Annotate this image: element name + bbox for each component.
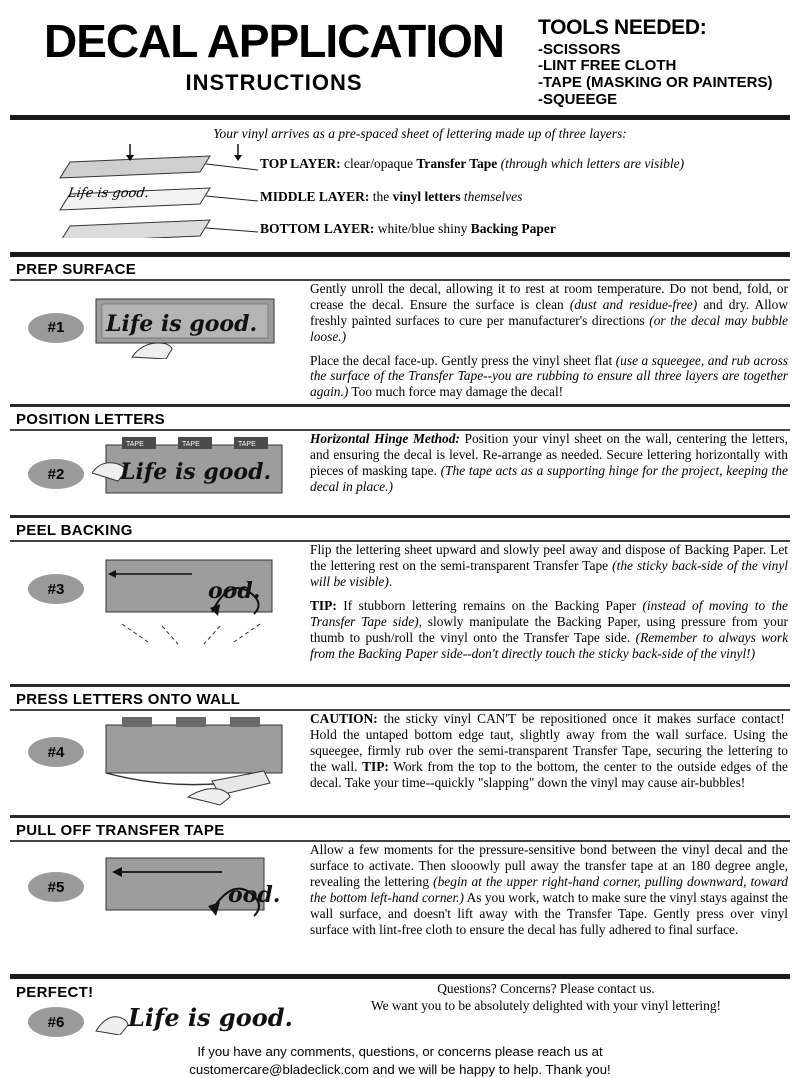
- svg-text:TAPE: TAPE: [238, 441, 256, 449]
- step-6-badge: #6: [28, 1007, 84, 1037]
- step-3: [10, 518, 790, 684]
- footer-questions-line-1: Questions? Concerns? Please contact us.: [437, 981, 655, 997]
- svg-text:TAPE: TAPE: [126, 441, 144, 449]
- layer-line-bottom: [260, 221, 556, 237]
- step-4-illustration: [10, 711, 302, 815]
- tools-needed-title: TOOLS NEEDED:: [538, 16, 707, 39]
- layer-text-bold: Transfer Tape: [416, 155, 498, 171]
- footer-contact: [10, 1041, 790, 1077]
- step-2-art-text: Life is good.: [120, 459, 272, 486]
- step-1-title: PREP SURFACE: [16, 260, 137, 278]
- step-2: [10, 407, 790, 515]
- layer-label: MIDDLE LAYER:: [260, 188, 370, 204]
- step-3-illustration: [10, 542, 302, 684]
- step-5-title: PULL OFF TRANSFER TAPE: [16, 822, 225, 840]
- step-3-paragraph: TIP: If stubborn lettering remains on the Backing Paper (instead of moving to the Transfer Tape side), slowly manipulate the Backing Paper, using pressure from your thumb to push/roll the vinyl onto the Transfer Tape side. (Remember to always work from the Backing Paper side--don't directly touch the sticky back-side of the vinyl!): [310, 598, 789, 662]
- layers-script-sample: Life is good.: [66, 185, 150, 201]
- step-2-title: POSITION LETTERS: [16, 411, 165, 429]
- layer-label: BOTTOM LAYER:: [260, 220, 375, 236]
- tool-item: -SCISSORS: [538, 40, 621, 58]
- step-3-badge: #3: [28, 574, 84, 604]
- footer-questions: [302, 981, 790, 1015]
- layer-text-pre: the: [369, 188, 393, 204]
- layer-text-italic: themselves: [460, 188, 523, 204]
- step-5-text: [302, 842, 790, 968]
- layer-text-bold: vinyl letters: [392, 188, 461, 204]
- peel-backing-icon: [92, 546, 292, 676]
- step-4-art: [92, 713, 292, 818]
- step-3-text: [302, 542, 790, 684]
- step-5: [10, 818, 790, 968]
- step-3-art: [92, 546, 292, 681]
- layer-line-middle: [260, 189, 522, 205]
- tools-needed-list: [538, 42, 790, 109]
- tools-needed-block: [538, 14, 790, 109]
- layer-text-pre: clear/opaque: [340, 155, 417, 171]
- footer-questions-line-2: We want you to be absolutely delighted with your vinyl lettering!: [371, 998, 721, 1014]
- step-5-badge: #5: [28, 872, 84, 902]
- step-4-badge: #4: [28, 737, 84, 767]
- svg-text:TAPE: TAPE: [182, 441, 200, 449]
- step-2-paragraph: Horizontal Hinge Method: Position your vinyl sheet on the wall, centering the letters, and ensuring the decal is level. Re-arrange as needed. Secure lettering horizontally with pieces of masking tape. (The tape acts as a supporting hinge for the project, keeping the decal in place.): [310, 431, 788, 495]
- step-3-title: PEEL BACKING: [16, 522, 133, 540]
- layer-label: TOP LAYER:: [260, 155, 341, 171]
- step-6: [10, 979, 790, 1077]
- step-6-art-text: Life is good.: [128, 1003, 293, 1033]
- step-2-text: [302, 431, 790, 515]
- step-1: [10, 257, 790, 405]
- page-subtitle: INSTRUCTIONS: [185, 70, 363, 95]
- layer-line-top: [260, 156, 684, 172]
- step-4-text: [302, 711, 790, 815]
- header: [10, 0, 790, 109]
- step-1-paragraph: Gently unroll the decal, allowing it to rest at room temperature. Do not bend, fold, or crease the decal. Ensure the surface is clean (dust and residue-free) and dry. Allow freshly painted surfaces to cure per manufacturer's directions (or the decal may bubble loose.): [310, 280, 788, 344]
- layer-text-bold: Backing Paper: [470, 220, 556, 236]
- hand-icon: [94, 1009, 130, 1035]
- step-4-paragraph: CAUTION: the sticky vinyl CAN'T be repositioned once it makes surface contact! Hold the untaped bottom edge taut, slightly away from the wall surface. Using the squeegee, firmly rub over the semi-transparent Transfer Tape, securing the lettering to the wall. TIP: Work from the top to the bottom, the center to the outside edges of the decal. Take your time--quickly "slapping" down the vinyl may cause air-bubbles!: [310, 711, 788, 791]
- press-letters-icon: [92, 713, 292, 813]
- layer-text-italic: (through which letters are visible): [497, 155, 685, 171]
- step-5-illustration: [10, 842, 302, 968]
- step-2-illustration: [10, 431, 302, 515]
- layers-intro-text: Your vinyl arrives as a pre-spaced sheet of lettering made up of three layers:: [213, 125, 627, 141]
- step-1-illustration: [10, 281, 302, 405]
- step-1-art-text: Life is good.: [106, 310, 258, 337]
- step-3-paragraph: Flip the lettering sheet upward and slowly peel away and dispose of Backing Paper. Let the lettering rest on the semi-transparent Transfer Tape (the sticky back-side of the vinyl will be visible).: [310, 542, 788, 590]
- step-5-paragraph: Allow a few moments for the pressure-sensitive bond between the vinyl decal and the surface to activate. Then slooowly pull away the transfer tape at an 180 degree angle, revealing the lettering (begin at the upper right-hand corner, pulling downward, toward the bottom left-hand corner.) As you work, watch to make sure the vinyl stays against the wall surface, and doesn't lift away with the Transfer Tape. Gently press over vinyl surface with lint-free cloth to ensure the decal has fully adhered to final surface.: [310, 842, 789, 938]
- step-5-art-text: ood.: [228, 882, 281, 909]
- step-3-art-text: ood.: [208, 578, 261, 605]
- step-2-badge: #2: [28, 459, 84, 489]
- tool-item: -LINT FREE CLOTH: [538, 57, 677, 75]
- layer-text-pre: white/blue shiny: [374, 220, 471, 236]
- tool-item: -TAPE (MASKING OR PAINTERS): [538, 74, 773, 92]
- page-title: DECAL APPLICATION: [43, 15, 505, 67]
- header-title-block: [10, 14, 538, 96]
- step-1-text: [302, 281, 790, 405]
- footer-contact-line-1: If you have any comments, questions, or concerns please reach us at: [197, 1044, 603, 1060]
- step-1-paragraph: Place the decal face-up. Gently press the vinyl sheet flat (use a squeegee, and rub across the surface of the Transfer Tape--you are rubbing to ensure all three layers are together again.) Too much force may damage the decal!: [310, 352, 788, 400]
- step-6-title: PERFECT!: [16, 984, 94, 1002]
- step-6-illustration: [10, 981, 302, 1041]
- step-4: [10, 687, 790, 815]
- layers-body: [10, 142, 790, 238]
- step-1-badge: #1: [28, 313, 84, 343]
- step-4-title: PRESS LETTERS ONTO WALL: [16, 691, 241, 709]
- footer-contact-line-2[interactable]: customercare@bladeclick.com and we will be happy to help. Thank you!: [189, 1061, 611, 1077]
- layers-overview: [10, 120, 790, 246]
- tool-item: -SQUEEGE: [538, 90, 618, 108]
